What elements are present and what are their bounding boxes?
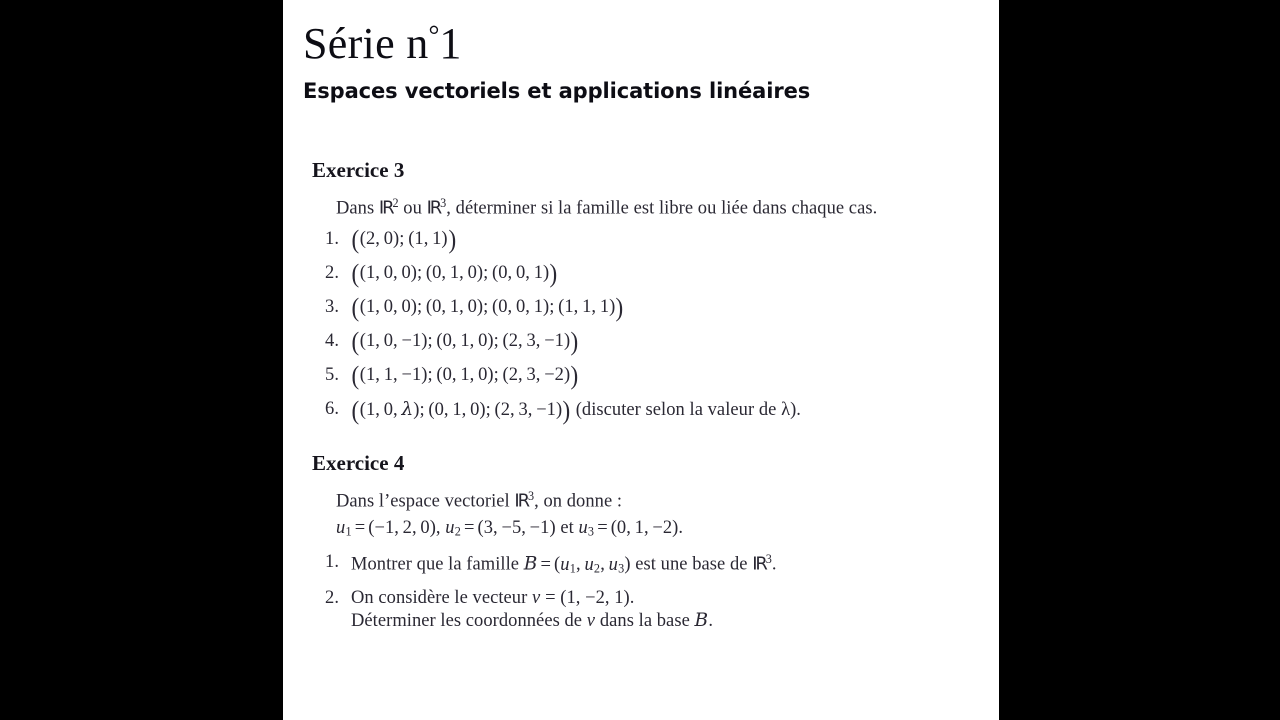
exercise-3-intro [283, 183, 999, 220]
item-6-note: (discuter selon la valeur de λ). [575, 399, 801, 420]
vector-u3: $u_3$ [608, 555, 625, 576]
big-paren-close: ) [448, 225, 456, 255]
real-field-exponent: 3 [527, 488, 535, 503]
item-line1-a: On considère le vecteur [351, 587, 532, 608]
list-item-number: 1. [325, 552, 339, 573]
big-paren-open: ( [351, 293, 360, 323]
exercise-3-list [283, 225, 999, 426]
big-paren-open: ( [351, 225, 360, 255]
big-paren-open: ( [351, 259, 360, 289]
real-field-symbol: IR [378, 197, 393, 219]
document-subtitle: Espaces vectoriels et applications linéaires [303, 79, 811, 104]
vector-u2: $u_2$ [445, 517, 462, 539]
basis-symbol: B [523, 554, 538, 576]
exercise-4-intro-prefix: Dans l’espace vectoriel [336, 491, 515, 512]
exercise-4-intro-suffix: , on donne : [534, 491, 623, 512]
exercise-3-intro-prefix: Dans [336, 198, 379, 219]
item-line2-a: Déterminer les coordonnées de [351, 610, 587, 631]
list-item-number: 6. [325, 398, 339, 419]
exercise-4-vectors: $u_1 = (-1$, 2, 0), $u_2 = (3$, −5, −1) et $u_3 = (0$, 1, −2). [336, 517, 684, 539]
exercise-4-intro [283, 476, 999, 513]
degree-symbol: ° [428, 20, 440, 50]
real-field-exponent: 2 [392, 196, 399, 211]
list-item: 5. ((1, 1, −1); (0, 1, 0); (2, 3, −2)) [283, 365, 999, 386]
item-line2 [351, 610, 999, 632]
list-item [283, 588, 999, 632]
list-item-number: 5. [325, 364, 339, 385]
big-paren-open: ( [351, 396, 360, 426]
big-paren-close: ) [570, 327, 579, 357]
vector-u2: $u_2$ [584, 555, 601, 576]
item-text-c: ) est une base de [624, 555, 753, 576]
vector-u3: $u_3$ [578, 517, 595, 539]
list-item: 3. ((1, 0, 0); (0, 1, 0); (0, 0, 1); (1, 1, 1)) [283, 297, 999, 318]
real-field-exponent: 3 [765, 552, 772, 567]
list-item-number: 2. [325, 262, 339, 283]
item-line1-b: = (1, −2, 1). [540, 587, 635, 608]
real-field-symbol: IR [514, 490, 528, 512]
list-item: 2. ((1, 0, 0); (0, 1, 0); (0, 0, 1)) [283, 263, 999, 284]
list-item: 4. ((1, 0, −1); (0, 1, 0); (2, 3, −1)) [283, 331, 999, 352]
list-item-number: 4. [325, 330, 339, 351]
document-title-text: Série n [303, 19, 429, 69]
item-text-a: Montrer que la famille [351, 555, 524, 576]
lambda-symbol: λ [401, 398, 414, 420]
exercise-4-heading: Exercice 4 [312, 450, 405, 475]
big-paren-close: ) [562, 396, 571, 426]
list-item-number: 1. [325, 228, 339, 249]
vector-v: v [586, 610, 596, 631]
document-title-number: 1 [439, 19, 462, 69]
big-paren-open: ( [351, 327, 360, 357]
vector-u1: $u_1$ [336, 517, 352, 539]
real-field-symbol: IR [752, 554, 766, 576]
list-item: 1. ((2, 0); (1, 1)) [283, 229, 999, 250]
big-paren-close: ) [549, 259, 558, 289]
letterbox-right [999, 0, 1280, 720]
exercise-3-heading: Exercice 3 [312, 158, 405, 183]
list-item: 6. ((1, 0, λ); (0, 1, 0); (2, 3, −1)) (discuter selon la valeur de λ). [283, 399, 999, 421]
exercise-4-list [283, 552, 999, 631]
item-line2-c: . [708, 610, 713, 631]
item-text-d: . [771, 555, 777, 576]
exercise-3-intro-suffix: , déterminer si la famille est libre ou liée dans chaque cas. [446, 198, 878, 219]
big-paren-open: ( [351, 361, 360, 391]
vector-v: v [531, 587, 541, 608]
big-paren-close: ) [570, 361, 579, 391]
basis-symbol: B [694, 609, 709, 631]
list-item: 1. Montrer que la famille $B = (u_1$, $u_2$, $u_3$) est une base de $IR^3$. [283, 552, 999, 576]
list-item-number: 2. [325, 587, 339, 608]
big-paren-close: ) [615, 293, 624, 323]
document-page [283, 0, 999, 720]
document-title [283, 0, 999, 69]
real-field-exponent: 3 [440, 196, 447, 211]
vector-u1: $u_1$ [560, 555, 576, 576]
letterbox-left [0, 0, 283, 720]
real-field-symbol: IR [426, 197, 441, 219]
item-line2-b: dans la base [595, 610, 695, 631]
list-item-number: 3. [325, 296, 339, 317]
exercise-3-intro-middle: ou [398, 198, 427, 219]
